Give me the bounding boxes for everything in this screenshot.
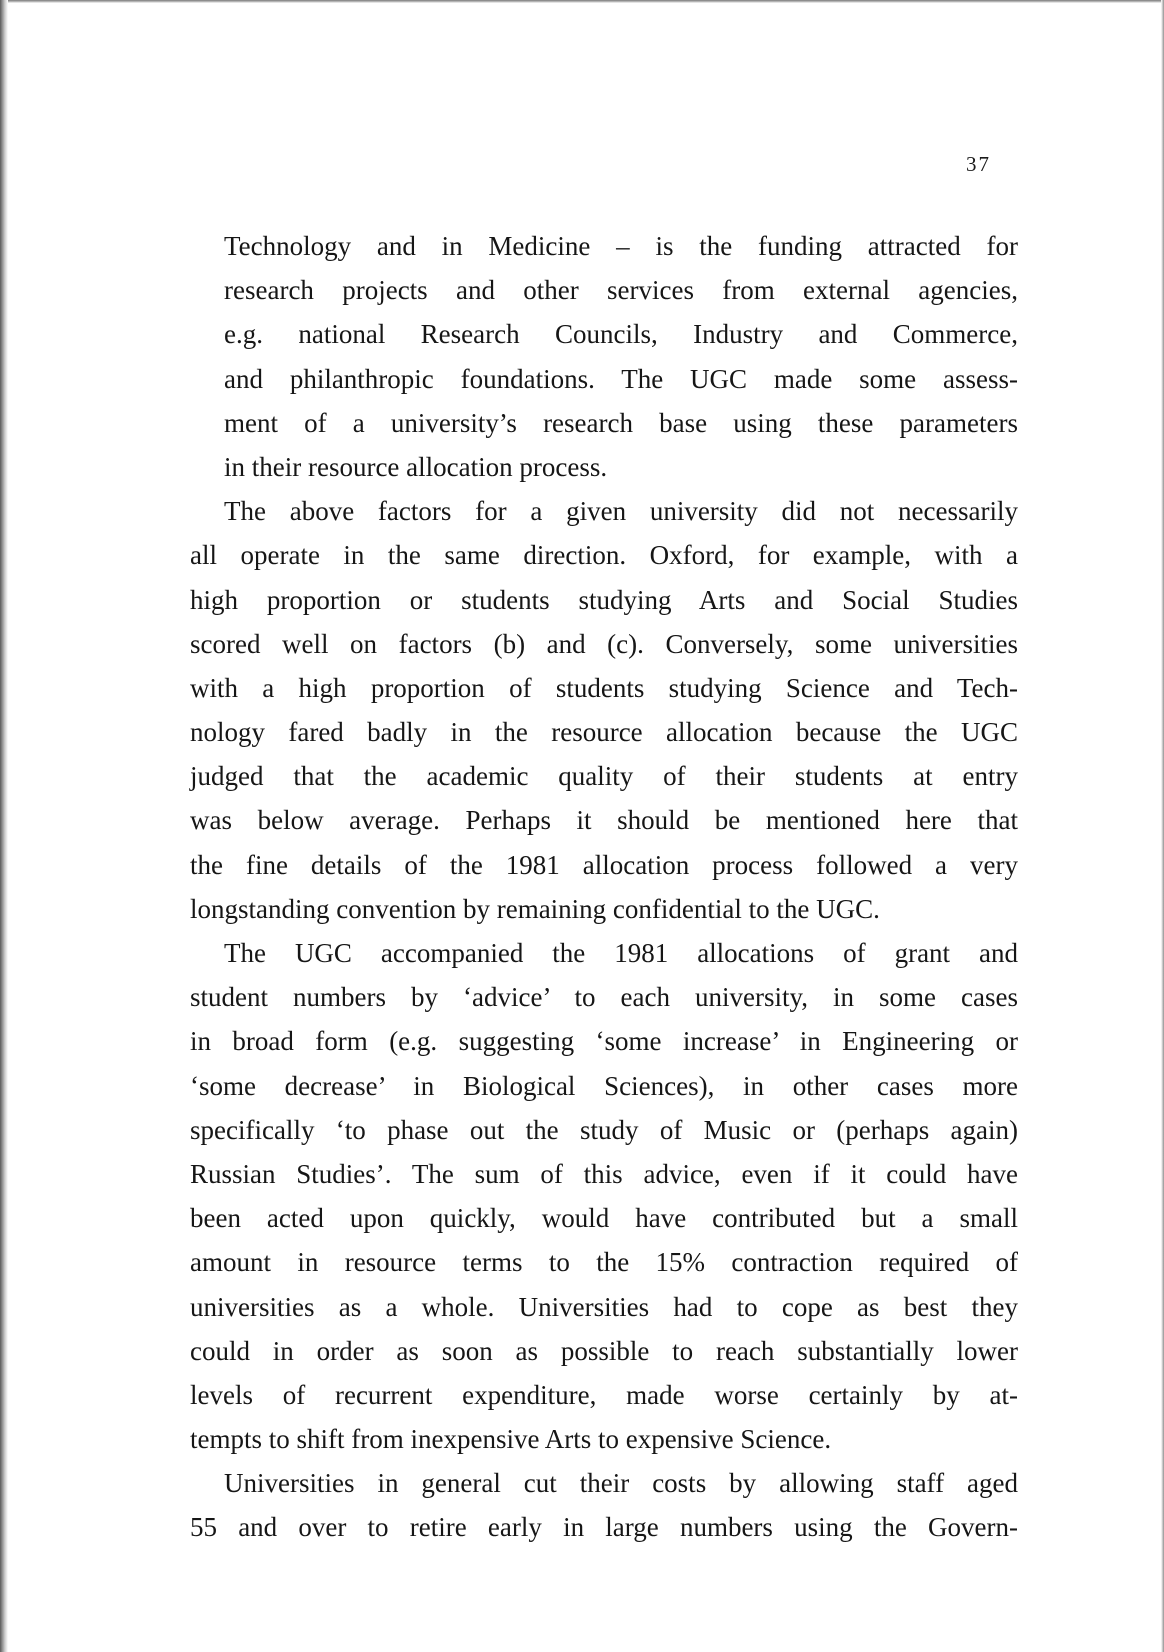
paragraph xyxy=(190,1461,1018,1549)
text-line: universities as a whole. Universities had to cope as best they xyxy=(190,1291,1018,1322)
text-line: The UGC accompanied the 1981 allocations of grant and xyxy=(224,938,1018,968)
page-left-edge xyxy=(0,0,8,1652)
text-line: nology fared badly in the resource allocation because the UGC xyxy=(190,717,1018,748)
text-line: Technology and in Medicine – is the funding attracted for xyxy=(224,231,1018,261)
text-line: tempts to shift from inexpensive Arts to expensive Science. xyxy=(190,1424,832,1455)
text-line: Universities in general cut their costs by allowing staff aged xyxy=(224,1468,1018,1499)
text-line: the fine details of the 1981 allocation process followed a very xyxy=(190,849,1018,880)
text-line: scored well on factors (b) and (c). Conversely, some universities xyxy=(190,628,1018,659)
text-line: specifically ‘to phase out the study of Music or (perhaps again) xyxy=(190,1114,1018,1145)
text-line: levels of recurrent expenditure, made worse certainly by at- xyxy=(190,1379,1018,1410)
text-line: ‘some decrease’ in Biological Sciences), in other cases more xyxy=(190,1070,1018,1101)
text-line: with a high proportion of students studying Science and Tech- xyxy=(190,672,1018,703)
paragraph xyxy=(190,489,1018,931)
text-line: 55 and over to retire early in large numbers using the Govern- xyxy=(190,1512,1018,1543)
text-line: was below average. Perhaps it should be mentioned here that xyxy=(190,805,1018,836)
text-line: The above factors for a given university did not necessarily xyxy=(224,496,1018,527)
text-line: e.g. national Research Councils, Industry and Commerce, xyxy=(224,319,1018,350)
text-line: all operate in the same direction. Oxford, for example, with a xyxy=(190,540,1018,571)
page-number: 37 xyxy=(966,152,991,176)
text-line: and philanthropic foundations. The UGC made some assess- xyxy=(224,363,1018,394)
text-line: been acted upon quickly, would have contributed but a small xyxy=(190,1203,1018,1234)
text-line: judged that the academic quality of their students at entry xyxy=(190,761,1018,792)
text-line: research projects and other services from external agencies, xyxy=(224,275,1018,306)
text-line: in broad form (e.g. suggesting ‘some increase’ in Engineering or xyxy=(190,1026,1018,1057)
text-line: in their resource allocation process. xyxy=(224,451,608,482)
text-line: could in order as soon as possible to reach substantially lower xyxy=(190,1335,1018,1366)
paragraph xyxy=(190,931,1018,1461)
text-line: high proportion or students studying Arts and Social Studies xyxy=(190,584,1018,615)
page-top-edge xyxy=(0,0,1164,3)
text-line: ment of a university’s research base using these parameters xyxy=(224,407,1018,438)
text-line: student numbers by ‘advice’ to each university, in some cases xyxy=(190,982,1018,1013)
paragraph-continuation xyxy=(190,224,1018,489)
body-text xyxy=(190,224,1018,1550)
text-line: amount in resource terms to the 15% contraction required of xyxy=(190,1247,1018,1278)
text-line: Russian Studies’. The sum of this advice, even if it could have xyxy=(190,1158,1018,1189)
text-line: longstanding convention by remaining confidential to the UGC. xyxy=(190,893,880,924)
